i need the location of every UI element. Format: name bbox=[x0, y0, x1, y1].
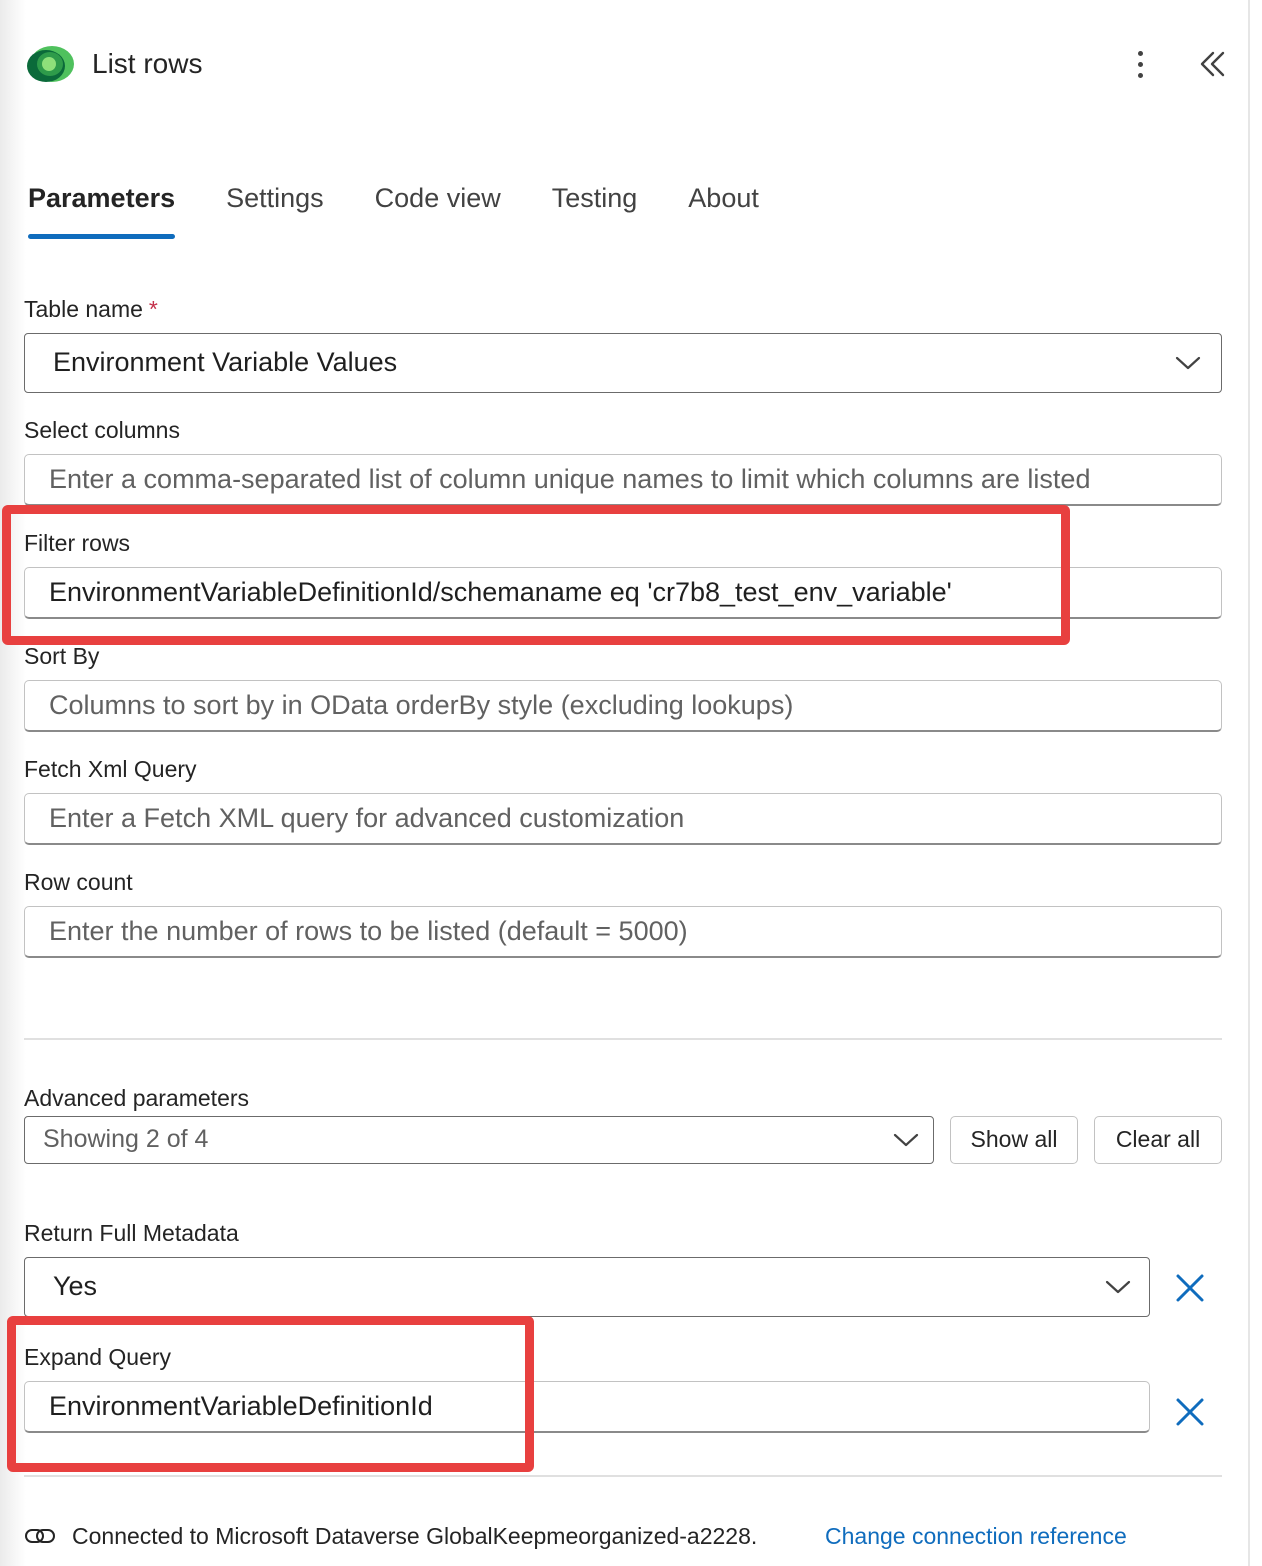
sort-by-input[interactable]: Columns to sort by in OData orderBy style (excluding lookups) bbox=[24, 680, 1222, 732]
required-marker: * bbox=[148, 296, 158, 322]
chevron-down-icon bbox=[1105, 1279, 1131, 1295]
link-icon bbox=[24, 1522, 56, 1550]
chevron-double-left-icon[interactable] bbox=[1194, 46, 1230, 82]
expand-query-label: Expand Query bbox=[24, 1344, 172, 1370]
return-full-metadata-label: Return Full Metadata bbox=[24, 1220, 239, 1246]
row-count-input[interactable]: Enter the number of rows to be listed (default = 5000) bbox=[24, 906, 1222, 958]
table-name-label: Table name * bbox=[24, 296, 158, 322]
select-columns-label: Select columns bbox=[24, 417, 180, 443]
remove-return-full-metadata-close-icon[interactable] bbox=[1170, 1268, 1210, 1308]
table-name-value: Environment Variable Values bbox=[53, 347, 398, 377]
return-full-metadata-dropdown[interactable] bbox=[24, 1257, 1150, 1317]
expand-query-input[interactable]: EnvironmentVariableDefinitionId bbox=[24, 1381, 1150, 1433]
more-vertical-icon bbox=[1138, 51, 1143, 56]
section-divider bbox=[24, 1038, 1222, 1040]
clear-all-button[interactable]: Clear all bbox=[1094, 1116, 1222, 1164]
select-columns-input[interactable]: Enter a comma-separated list of column unique names to limit which columns are listed bbox=[24, 454, 1222, 506]
tab-about[interactable]: About bbox=[688, 183, 759, 213]
sort-by-label: Sort By bbox=[24, 643, 100, 669]
fetch-xml-label: Fetch Xml Query bbox=[24, 756, 197, 782]
tab-parameters[interactable]: Parameters bbox=[28, 178, 175, 242]
dataverse-logo-icon bbox=[24, 44, 76, 84]
chevron-down-icon bbox=[893, 1132, 919, 1148]
footer-divider bbox=[24, 1475, 1222, 1477]
action-title: List rows bbox=[92, 48, 203, 79]
advanced-parameters-label: Advanced parameters bbox=[24, 1085, 250, 1111]
fetch-xml-input[interactable]: Enter a Fetch XML query for advanced customization bbox=[24, 793, 1222, 845]
connection-status-text: Connected to Microsoft Dataverse GlobalKeepmeorganized-a2228. bbox=[72, 1523, 758, 1549]
panel-right-edge bbox=[1248, 0, 1262, 1566]
return-full-metadata-value: Yes bbox=[53, 1271, 98, 1301]
show-all-button[interactable]: Show all bbox=[950, 1116, 1078, 1164]
remove-expand-query-close-icon[interactable] bbox=[1170, 1392, 1210, 1432]
row-count-label: Row count bbox=[24, 869, 133, 895]
filter-rows-label: Filter rows bbox=[24, 530, 131, 556]
advanced-parameters-value: Showing 2 of 4 bbox=[43, 1125, 209, 1153]
tab-list bbox=[28, 178, 810, 242]
tab-testing[interactable]: Testing bbox=[551, 183, 638, 213]
chevron-down-icon bbox=[1175, 355, 1201, 371]
tab-code-view[interactable]: Code view bbox=[374, 183, 501, 213]
advanced-parameters-dropdown[interactable] bbox=[24, 1116, 934, 1164]
filter-rows-input[interactable]: EnvironmentVariableDefinitionId/schemaname eq 'cr7b8_test_env_variable' bbox=[24, 567, 1222, 619]
change-connection-reference-link[interactable]: Change connection reference bbox=[825, 1523, 1127, 1549]
more-options-button[interactable] bbox=[1124, 44, 1156, 84]
table-name-dropdown[interactable] bbox=[24, 333, 1222, 393]
tab-settings[interactable]: Settings bbox=[226, 183, 324, 213]
